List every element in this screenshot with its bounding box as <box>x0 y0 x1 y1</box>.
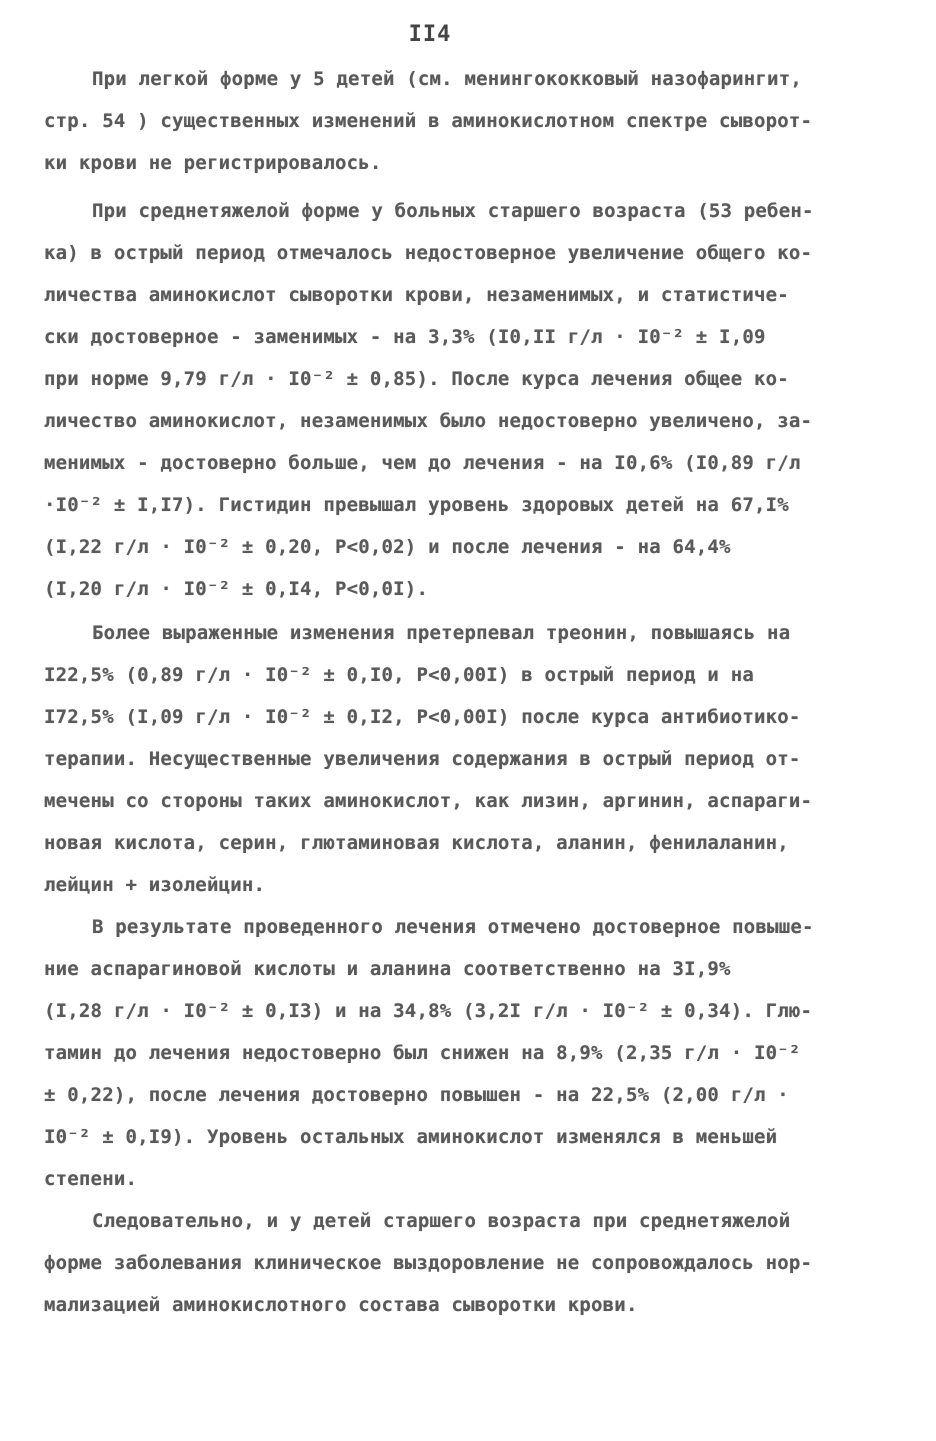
text-line: (I,28 г/л · I0⁻² ± 0,I3) и на 34,8% (3,2I г/л · I0⁻² ± 0,34). Глю- <box>44 1000 813 1022</box>
text-line: В результате проведенного лечения отмечено достоверное повыше- <box>92 916 814 938</box>
text-line: лейцин + изолейцин. <box>44 874 266 896</box>
text-line: При легкой форме у 5 детей (см. менингококковый назофарингит, <box>92 68 802 90</box>
text-line: Более выраженные изменения претерпевал треонин, повышаясь на <box>92 622 791 644</box>
text-line: При среднетяжелой форме у больных старшего возраста (53 ребен- <box>92 200 814 222</box>
text-line: форме заболевания клиническое выздоровление не сопровождалось нор- <box>44 1252 813 1274</box>
text-line: терапии. Несущественные увеличения содержания в острый период от- <box>44 748 801 770</box>
text-line: ки крови не регистрировалось. <box>44 152 382 174</box>
text-line: личества аминокислот сыворотки крови, незаменимых, и статистиче- <box>44 284 789 306</box>
text-line: I0⁻² ± 0,I9). Уровень остальных аминокислот изменялся в меньшей <box>44 1126 778 1148</box>
page-number: II4 <box>408 22 452 47</box>
paragraph-1 <box>44 58 890 184</box>
text-line: тамин до лечения недостоверно был снижен на 8,9% (2,35 г/л · I0⁻² <box>44 1042 801 1064</box>
text-line: Следовательно, и у детей старшего возраста при среднетяжелой <box>92 1210 791 1232</box>
text-line: ·I0⁻² ± I,I7). Гистидин превышал уровень здоровых детей на 67,I% <box>44 494 789 516</box>
paragraph-4 <box>44 906 890 1200</box>
text-line: ски достоверное - заменимых - на 3,3% (I0,II г/л · I0⁻² ± I,09 <box>44 326 766 348</box>
text-line: стр. 54 ) существенных изменений в аминокислотном спектре сыворот- <box>44 110 813 132</box>
text-line: новая кислота, серин, глютаминовая кислота, аланин, фенилаланин, <box>44 832 789 854</box>
text-line: мализацией аминокислотного состава сыворотки крови. <box>44 1294 638 1316</box>
text-line: при норме 9,79 г/л · I0⁻² ± 0,85). После курса лечения общее ко- <box>44 368 789 390</box>
text-line: I22,5% (0,89 г/л · I0⁻² ± 0,I0, P<0,00I) в острый период и на <box>44 664 754 686</box>
paragraph-2 <box>44 190 890 610</box>
paragraph-5 <box>44 1200 890 1326</box>
text-line: ние аспарагиновой кислоты и аланина соответственно на 3I,9% <box>44 958 731 980</box>
text-line: (I,20 г/л · I0⁻² ± 0,I4, P<0,0I). <box>44 578 429 600</box>
text-line: менимых - достоверно больше, чем до лечения - на I0,6% (I0,89 г/л <box>44 452 801 474</box>
text-line: личество аминокислот, незаменимых было недостоверно увеличено, за- <box>44 410 813 432</box>
text-line: ± 0,22), после лечения достоверно повышен - на 22,5% (2,00 г/л · <box>44 1084 789 1106</box>
text-line: (I,22 г/л · I0⁻² ± 0,20, P<0,02) и после лечения - на 64,4% <box>44 536 731 558</box>
text-line: мечены со стороны таких аминокислот, как лизин, аргинин, аспараги- <box>44 790 813 812</box>
text-line: I72,5% (I,09 г/л · I0⁻² ± 0,I2, P<0,00I) после курса антибиотико- <box>44 706 801 728</box>
text-line: ка) в острый период отмечалось недостоверное увеличение общего ко- <box>44 242 813 264</box>
text-line: степени. <box>44 1168 138 1190</box>
paragraph-3 <box>44 612 890 906</box>
